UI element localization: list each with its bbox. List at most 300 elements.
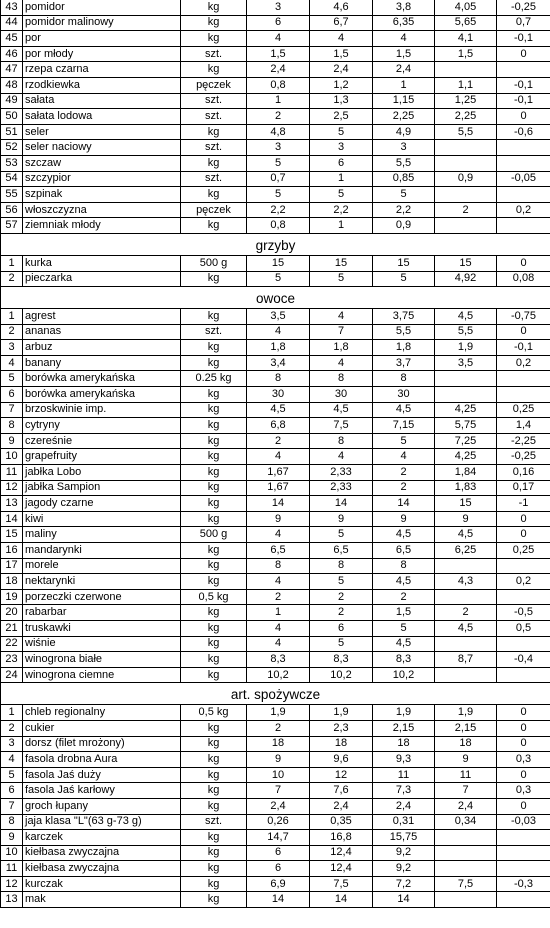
price-change-cell: -0,25 xyxy=(497,449,550,465)
table-row xyxy=(1,449,550,465)
unit-cell: kg xyxy=(181,124,247,140)
price-avg-cell: 4 xyxy=(373,31,435,47)
price-prev-cell: 8,7 xyxy=(435,652,497,668)
price-min-cell: 1,67 xyxy=(247,465,310,481)
price-max-cell: 10,2 xyxy=(310,667,373,683)
price-avg-cell: 8,3 xyxy=(373,652,435,668)
price-prev-cell: 0,34 xyxy=(435,814,497,830)
product-name-cell: rzodkiewka xyxy=(23,77,181,93)
price-min-cell: 30 xyxy=(247,387,310,403)
product-name-cell: morele xyxy=(23,558,181,574)
price-change-cell: -0,75 xyxy=(497,309,550,325)
price-min-cell: 4 xyxy=(247,620,310,636)
price-max-cell: 2,2 xyxy=(310,202,373,218)
unit-cell: kg xyxy=(181,187,247,203)
price-min-cell: 2,4 xyxy=(247,798,310,814)
price-min-cell: 3 xyxy=(247,140,310,156)
price-change-cell xyxy=(497,667,550,683)
price-max-cell: 6,7 xyxy=(310,15,373,31)
price-min-cell: 4 xyxy=(247,527,310,543)
price-change-cell: 0,25 xyxy=(497,543,550,559)
table-row xyxy=(1,271,550,287)
price-prev-cell: 4,05 xyxy=(435,0,497,15)
unit-cell: kg xyxy=(181,783,247,799)
price-change-cell: -0,1 xyxy=(497,31,550,47)
table-row xyxy=(1,109,550,125)
price-max-cell: 8 xyxy=(310,371,373,387)
table-row xyxy=(1,861,550,877)
row-number-cell: 7 xyxy=(1,402,23,418)
price-change-cell: 0,5 xyxy=(497,620,550,636)
table-row xyxy=(1,496,550,512)
price-change-cell: -0,6 xyxy=(497,124,550,140)
table-row xyxy=(1,46,550,62)
unit-cell: kg xyxy=(181,402,247,418)
price-max-cell: 2 xyxy=(310,605,373,621)
table-row xyxy=(1,892,550,908)
unit-cell: kg xyxy=(181,605,247,621)
row-number-cell: 56 xyxy=(1,202,23,218)
table-row xyxy=(1,31,550,47)
price-max-cell: 12,4 xyxy=(310,861,373,877)
price-prev-cell xyxy=(435,62,497,78)
price-min-cell: 15 xyxy=(247,255,310,271)
price-avg-cell: 6,5 xyxy=(373,543,435,559)
table-row xyxy=(1,402,550,418)
price-prev-cell xyxy=(435,371,497,387)
product-name-cell: kiełbasa zwyczajna xyxy=(23,861,181,877)
price-change-cell: -0,5 xyxy=(497,605,550,621)
price-min-cell: 0,26 xyxy=(247,814,310,830)
price-max-cell: 5 xyxy=(310,187,373,203)
row-number-cell: 53 xyxy=(1,155,23,171)
row-number-cell: 46 xyxy=(1,46,23,62)
price-change-cell: 0,2 xyxy=(497,574,550,590)
price-min-cell: 18 xyxy=(247,736,310,752)
unit-cell: kg xyxy=(181,574,247,590)
price-change-cell: 0 xyxy=(497,46,550,62)
price-max-cell: 7 xyxy=(310,324,373,340)
price-avg-cell: 2,4 xyxy=(373,62,435,78)
price-avg-cell: 5 xyxy=(373,187,435,203)
product-name-cell: włoszczyzna xyxy=(23,202,181,218)
price-prev-cell xyxy=(435,861,497,877)
row-number-cell: 1 xyxy=(1,705,23,721)
unit-cell: szt. xyxy=(181,46,247,62)
price-max-cell: 7,6 xyxy=(310,783,373,799)
table-row xyxy=(1,62,550,78)
price-change-cell xyxy=(497,187,550,203)
table-row xyxy=(1,155,550,171)
unit-cell: kg xyxy=(181,798,247,814)
price-min-cell: 14 xyxy=(247,892,310,908)
product-name-cell: porzeczki czerwone xyxy=(23,589,181,605)
product-name-cell: pieczarka xyxy=(23,271,181,287)
table-row xyxy=(1,171,550,187)
price-avg-cell: 18 xyxy=(373,736,435,752)
price-max-cell: 5 xyxy=(310,574,373,590)
price-prev-cell: 18 xyxy=(435,736,497,752)
unit-cell: kg xyxy=(181,720,247,736)
price-max-cell: 8 xyxy=(310,558,373,574)
section-title: owoce xyxy=(1,287,550,309)
table-row xyxy=(1,589,550,605)
product-name-cell: szczaw xyxy=(23,155,181,171)
product-name-cell: seler xyxy=(23,124,181,140)
price-max-cell: 9,6 xyxy=(310,752,373,768)
price-avg-cell: 5 xyxy=(373,271,435,287)
price-max-cell: 2,4 xyxy=(310,798,373,814)
unit-cell: kg xyxy=(181,340,247,356)
price-prev-cell: 1,5 xyxy=(435,46,497,62)
price-prev-cell xyxy=(435,218,497,234)
price-avg-cell: 9 xyxy=(373,511,435,527)
price-prev-cell xyxy=(435,187,497,203)
price-max-cell: 16,8 xyxy=(310,830,373,846)
price-avg-cell: 9,2 xyxy=(373,861,435,877)
price-prev-cell: 2,15 xyxy=(435,720,497,736)
price-avg-cell: 1,5 xyxy=(373,46,435,62)
price-avg-cell: 2,25 xyxy=(373,109,435,125)
price-min-cell: 2,4 xyxy=(247,62,310,78)
table-row xyxy=(1,574,550,590)
price-max-cell: 1 xyxy=(310,218,373,234)
price-avg-cell: 4,9 xyxy=(373,124,435,140)
price-max-cell: 2,3 xyxy=(310,720,373,736)
price-avg-cell: 3,8 xyxy=(373,0,435,15)
price-avg-cell: 1 xyxy=(373,77,435,93)
unit-cell: kg xyxy=(181,355,247,371)
section-header xyxy=(1,233,550,255)
table-row xyxy=(1,433,550,449)
row-number-cell: 5 xyxy=(1,371,23,387)
table-row xyxy=(1,371,550,387)
price-prev-cell: 4,5 xyxy=(435,309,497,325)
price-max-cell: 14 xyxy=(310,496,373,512)
unit-cell: kg xyxy=(181,0,247,15)
price-max-cell: 9 xyxy=(310,511,373,527)
table-row xyxy=(1,418,550,434)
price-max-cell: 5 xyxy=(310,636,373,652)
price-change-cell: 0,25 xyxy=(497,402,550,418)
price-avg-cell: 6,35 xyxy=(373,15,435,31)
row-number-cell: 54 xyxy=(1,171,23,187)
price-avg-cell: 4,5 xyxy=(373,636,435,652)
price-min-cell: 10 xyxy=(247,767,310,783)
price-change-cell xyxy=(497,892,550,908)
product-name-cell: jabłka Lobo xyxy=(23,465,181,481)
price-min-cell: 3 xyxy=(247,0,310,15)
price-change-cell: 0 xyxy=(497,109,550,125)
price-change-cell xyxy=(497,371,550,387)
price-prev-cell: 1,9 xyxy=(435,340,497,356)
price-prev-cell xyxy=(435,845,497,861)
product-name-cell: mak xyxy=(23,892,181,908)
product-name-cell: por xyxy=(23,31,181,47)
price-change-cell: 0,08 xyxy=(497,271,550,287)
unit-cell: 0,5 kg xyxy=(181,589,247,605)
row-number-cell: 8 xyxy=(1,814,23,830)
price-min-cell: 3,5 xyxy=(247,309,310,325)
row-number-cell: 2 xyxy=(1,324,23,340)
unit-cell: kg xyxy=(181,449,247,465)
price-prev-cell: 9 xyxy=(435,511,497,527)
product-name-cell: jaja klasa "L"(63 g-73 g) xyxy=(23,814,181,830)
price-max-cell: 4 xyxy=(310,31,373,47)
price-prev-cell: 3,5 xyxy=(435,355,497,371)
price-change-cell: 0,2 xyxy=(497,202,550,218)
table-row xyxy=(1,465,550,481)
price-max-cell: 15 xyxy=(310,255,373,271)
unit-cell: szt. xyxy=(181,171,247,187)
price-prev-cell: 4,5 xyxy=(435,620,497,636)
price-min-cell: 5 xyxy=(247,187,310,203)
price-min-cell: 8 xyxy=(247,558,310,574)
price-change-cell: 0,16 xyxy=(497,465,550,481)
price-prev-cell: 5,65 xyxy=(435,15,497,31)
unit-cell: kg xyxy=(181,652,247,668)
price-prev-cell: 2,4 xyxy=(435,798,497,814)
price-min-cell: 4 xyxy=(247,31,310,47)
price-max-cell: 1,3 xyxy=(310,93,373,109)
row-number-cell: 57 xyxy=(1,218,23,234)
price-max-cell: 6 xyxy=(310,620,373,636)
unit-cell: 500 g xyxy=(181,255,247,271)
price-avg-cell: 5 xyxy=(373,620,435,636)
price-change-cell: 0 xyxy=(497,798,550,814)
price-prev-cell: 2 xyxy=(435,605,497,621)
price-prev-cell xyxy=(435,667,497,683)
price-avg-cell: 3,75 xyxy=(373,309,435,325)
product-name-cell: truskawki xyxy=(23,620,181,636)
row-number-cell: 5 xyxy=(1,767,23,783)
row-number-cell: 11 xyxy=(1,861,23,877)
unit-cell: kg xyxy=(181,767,247,783)
price-min-cell: 2,2 xyxy=(247,202,310,218)
unit-cell: kg xyxy=(181,465,247,481)
unit-cell: kg xyxy=(181,15,247,31)
unit-cell: kg xyxy=(181,387,247,403)
price-avg-cell: 2,4 xyxy=(373,798,435,814)
price-max-cell: 8 xyxy=(310,433,373,449)
row-number-cell: 2 xyxy=(1,720,23,736)
price-max-cell: 1 xyxy=(310,171,373,187)
row-number-cell: 51 xyxy=(1,124,23,140)
price-change-cell: 0 xyxy=(497,324,550,340)
table-row xyxy=(1,527,550,543)
price-min-cell: 2 xyxy=(247,720,310,736)
product-name-cell: nektarynki xyxy=(23,574,181,590)
unit-cell: szt. xyxy=(181,93,247,109)
row-number-cell: 24 xyxy=(1,667,23,683)
price-prev-cell xyxy=(435,830,497,846)
table-row xyxy=(1,830,550,846)
row-number-cell: 48 xyxy=(1,77,23,93)
price-max-cell: 5 xyxy=(310,271,373,287)
price-avg-cell: 4 xyxy=(373,449,435,465)
price-prev-cell: 11 xyxy=(435,767,497,783)
product-name-cell: rzepa czarna xyxy=(23,62,181,78)
product-name-cell: grapefruity xyxy=(23,449,181,465)
table-row xyxy=(1,202,550,218)
price-change-cell xyxy=(497,62,550,78)
price-avg-cell: 30 xyxy=(373,387,435,403)
price-min-cell: 0,8 xyxy=(247,77,310,93)
row-number-cell: 11 xyxy=(1,465,23,481)
price-min-cell: 4,8 xyxy=(247,124,310,140)
unit-cell: pęczek xyxy=(181,77,247,93)
product-name-cell: dorsz (filet mrożony) xyxy=(23,736,181,752)
unit-cell: kg xyxy=(181,543,247,559)
product-name-cell: fasola drobna Aura xyxy=(23,752,181,768)
product-name-cell: maliny xyxy=(23,527,181,543)
price-change-cell xyxy=(497,589,550,605)
price-avg-cell: 3,7 xyxy=(373,355,435,371)
row-number-cell: 44 xyxy=(1,15,23,31)
price-min-cell: 1 xyxy=(247,93,310,109)
price-prev-cell: 7,5 xyxy=(435,876,497,892)
price-min-cell: 6,5 xyxy=(247,543,310,559)
price-min-cell: 8,3 xyxy=(247,652,310,668)
price-avg-cell: 10,2 xyxy=(373,667,435,683)
row-number-cell: 4 xyxy=(1,355,23,371)
table-row xyxy=(1,355,550,371)
product-name-cell: karczek xyxy=(23,830,181,846)
price-max-cell: 18 xyxy=(310,736,373,752)
table-row xyxy=(1,124,550,140)
row-number-cell: 50 xyxy=(1,109,23,125)
price-prev-cell: 5,5 xyxy=(435,124,497,140)
product-name-cell: winogrona ciemne xyxy=(23,667,181,683)
row-number-cell: 45 xyxy=(1,31,23,47)
row-number-cell: 14 xyxy=(1,511,23,527)
row-number-cell: 15 xyxy=(1,527,23,543)
price-min-cell: 2 xyxy=(247,109,310,125)
price-avg-cell: 4,5 xyxy=(373,527,435,543)
price-prev-cell: 5,5 xyxy=(435,324,497,340)
price-max-cell: 12,4 xyxy=(310,845,373,861)
price-min-cell: 1,67 xyxy=(247,480,310,496)
table-row xyxy=(1,814,550,830)
price-prev-cell xyxy=(435,387,497,403)
price-min-cell: 4 xyxy=(247,636,310,652)
price-change-cell: -0,3 xyxy=(497,876,550,892)
row-number-cell: 9 xyxy=(1,433,23,449)
price-change-cell: 0 xyxy=(497,255,550,271)
price-min-cell: 9 xyxy=(247,511,310,527)
product-name-cell: groch łupany xyxy=(23,798,181,814)
table-row xyxy=(1,218,550,234)
price-change-cell: -1 xyxy=(497,496,550,512)
price-min-cell: 0,7 xyxy=(247,171,310,187)
price-max-cell: 4,6 xyxy=(310,0,373,15)
table-row xyxy=(1,543,550,559)
product-name-cell: pomidor xyxy=(23,0,181,15)
row-number-cell: 52 xyxy=(1,140,23,156)
price-min-cell: 4 xyxy=(247,574,310,590)
unit-cell: kg xyxy=(181,155,247,171)
price-max-cell: 0,35 xyxy=(310,814,373,830)
table-row xyxy=(1,511,550,527)
row-number-cell: 18 xyxy=(1,574,23,590)
unit-cell: kg xyxy=(181,752,247,768)
table-row xyxy=(1,798,550,814)
unit-cell: kg xyxy=(181,892,247,908)
unit-cell: pęczek xyxy=(181,202,247,218)
price-min-cell: 4 xyxy=(247,324,310,340)
price-prev-cell: 15 xyxy=(435,496,497,512)
row-number-cell: 12 xyxy=(1,480,23,496)
price-avg-cell: 7,15 xyxy=(373,418,435,434)
price-change-cell: -0,1 xyxy=(497,77,550,93)
price-max-cell: 2,4 xyxy=(310,62,373,78)
unit-cell: szt. xyxy=(181,814,247,830)
unit-cell: kg xyxy=(181,218,247,234)
price-min-cell: 1,5 xyxy=(247,46,310,62)
price-change-cell: -0,4 xyxy=(497,652,550,668)
price-min-cell: 4,5 xyxy=(247,402,310,418)
price-max-cell: 4 xyxy=(310,309,373,325)
unit-cell: szt. xyxy=(181,140,247,156)
unit-cell: kg xyxy=(181,31,247,47)
table-row xyxy=(1,667,550,683)
price-change-cell xyxy=(497,155,550,171)
unit-cell: kg xyxy=(181,667,247,683)
price-avg-cell: 1,5 xyxy=(373,605,435,621)
row-number-cell: 47 xyxy=(1,62,23,78)
price-max-cell: 14 xyxy=(310,892,373,908)
price-max-cell: 30 xyxy=(310,387,373,403)
product-name-cell: szpinak xyxy=(23,187,181,203)
row-number-cell: 9 xyxy=(1,830,23,846)
price-change-cell: -0,03 xyxy=(497,814,550,830)
price-change-cell: 0 xyxy=(497,527,550,543)
price-min-cell: 1 xyxy=(247,605,310,621)
row-number-cell: 8 xyxy=(1,418,23,434)
price-change-cell: -0,1 xyxy=(497,340,550,356)
product-name-cell: chleb regionalny xyxy=(23,705,181,721)
price-prev-cell xyxy=(435,589,497,605)
unit-cell: 500 g xyxy=(181,527,247,543)
row-number-cell: 10 xyxy=(1,449,23,465)
price-max-cell: 1,5 xyxy=(310,46,373,62)
price-min-cell: 7 xyxy=(247,783,310,799)
unit-cell: kg xyxy=(181,271,247,287)
table-row xyxy=(1,783,550,799)
price-avg-cell: 8 xyxy=(373,558,435,574)
price-min-cell: 4 xyxy=(247,449,310,465)
price-min-cell: 1,8 xyxy=(247,340,310,356)
row-number-cell: 20 xyxy=(1,605,23,621)
price-prev-cell: 1,25 xyxy=(435,93,497,109)
price-max-cell: 4,5 xyxy=(310,402,373,418)
price-prev-cell: 5,75 xyxy=(435,418,497,434)
unit-cell: kg xyxy=(181,736,247,752)
price-max-cell: 7,5 xyxy=(310,876,373,892)
price-avg-cell: 5,5 xyxy=(373,324,435,340)
price-change-cell: 1,4 xyxy=(497,418,550,434)
unit-cell: kg xyxy=(181,876,247,892)
product-name-cell: fasola Jaś duży xyxy=(23,767,181,783)
price-change-cell xyxy=(497,387,550,403)
price-avg-cell: 7,2 xyxy=(373,876,435,892)
price-change-cell: -0,25 xyxy=(497,0,550,15)
price-avg-cell: 4,5 xyxy=(373,574,435,590)
price-prev-cell xyxy=(435,155,497,171)
price-prev-cell: 15 xyxy=(435,255,497,271)
price-avg-cell: 4,5 xyxy=(373,402,435,418)
product-name-cell: sałata xyxy=(23,93,181,109)
